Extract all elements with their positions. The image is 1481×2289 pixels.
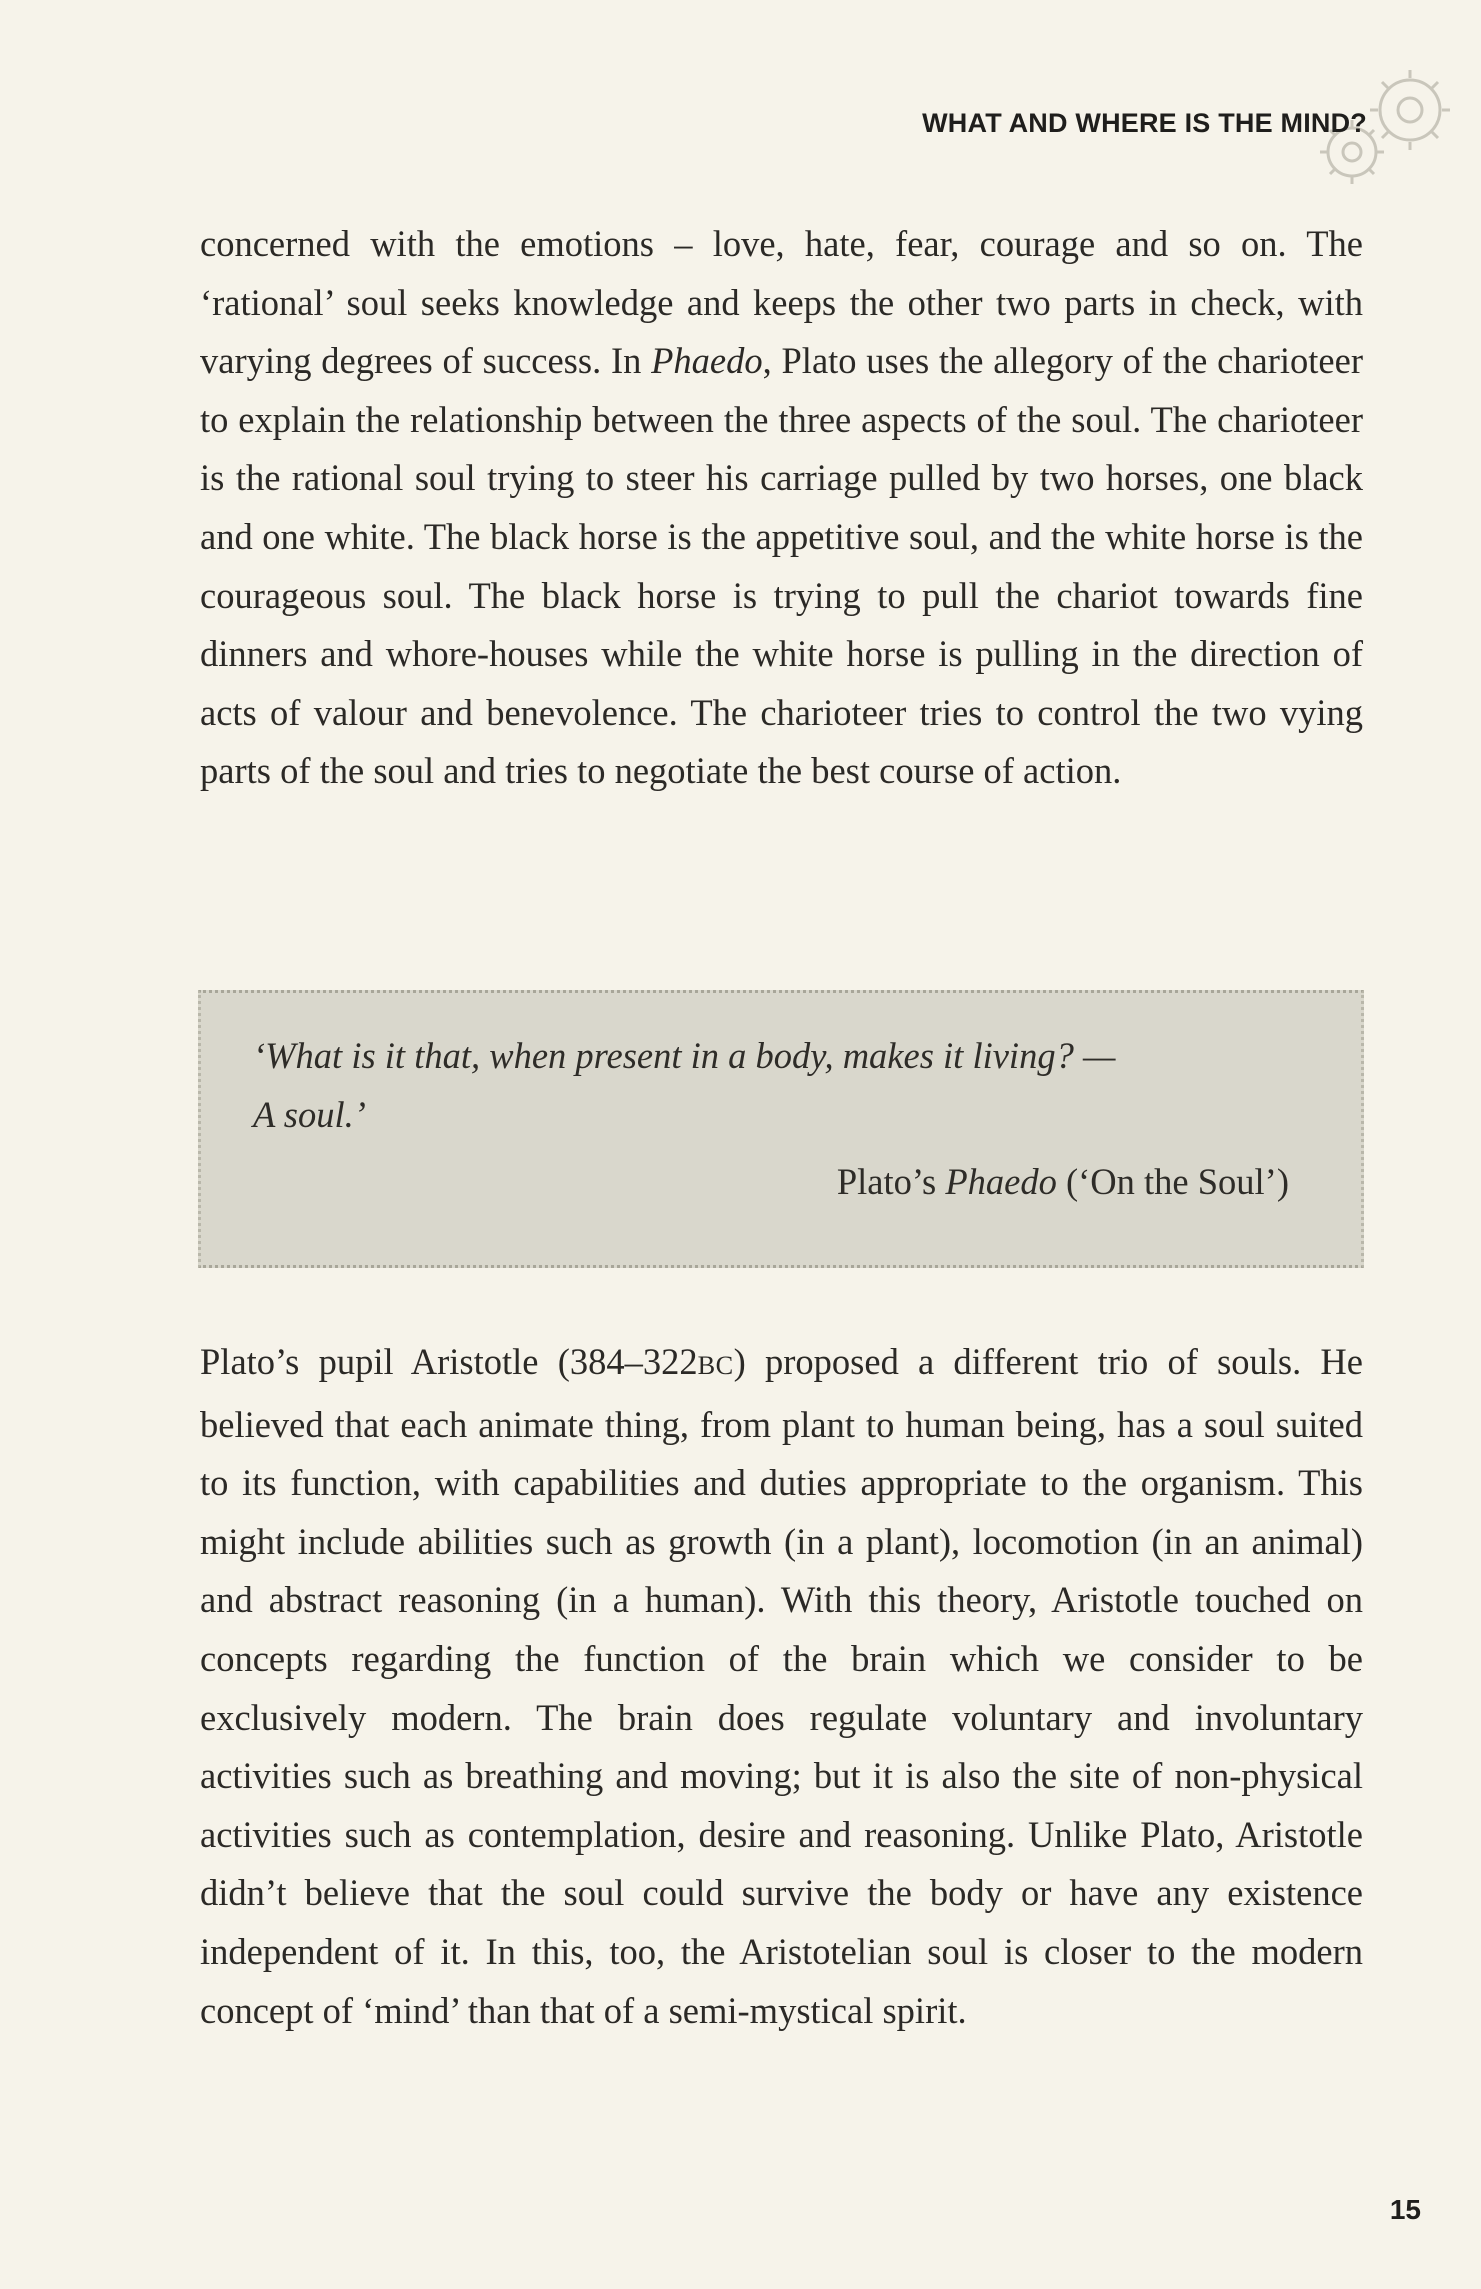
para1-text-b: , Plato uses the allegory of the charioteer to explain the relationship between the three aspects of the soul. The charioteer is the rational soul trying to steer his carriage pulled by two horses, one black and one white. The black horse is the appetitive soul, and the white horse is the courageous soul. The black horse is trying to pull the chariot towards fine dinners and whore-houses while the white horse is pulling in the direction of acts of valour and benevolence. The charioteer tries to control the two vying parts of the soul and tries to negotiate the best course of action. [200, 340, 1363, 792]
body-paragraph-2 [200, 1333, 1363, 2040]
para1-book-title: Phaedo [651, 340, 763, 382]
para1-text-a: concerned with the emotions – love, hate, fear, courage and so on. The ‘rational’ soul seeks knowledge and keeps the other two parts in check, with varying degrees of success. In [200, 223, 1363, 382]
quote-line-1: ‘What is it that, when present in a body, makes it living? — [253, 1035, 1116, 1076]
page-number: 15 [1389, 2194, 1421, 2225]
para2-text-b: ) proposed a different trio of souls. He believed that each animate thing, from plant to human being, has a soul suited to its function, with capabilities and duties appropriate to the organism. This might include abilities such as growth (in a plant), locomotion (in an animal) and abstract reasoning (in a human). With this theory, Aristotle touched on concepts regarding the function of the brain which we consider to be exclusively modern. The brain does regulate voluntary and involuntary activities such as breathing and moving; but it is also the site of non-physical activities such as contemplation, desire and reasoning. Unlike Plato, Aristotle didn’t believe that the soul could survive the body or have any existence independent of it. In this, too, the Aristotelian soul is closer to the modern concept of ‘mind’ than that of a semi-mystical spirit. [200, 1341, 1363, 2031]
quote-attr-b: (‘On the Soul’) [1056, 1161, 1289, 1202]
pull-quote-box [198, 990, 1364, 1268]
quote-line-2: A soul.’ [253, 1094, 366, 1135]
para2-era: BC [697, 1351, 734, 1380]
running-head: WHAT AND WHERE IS THE MIND? [922, 108, 1367, 138]
para2-text-a: Plato’s pupil Aristotle (384–322 [200, 1341, 698, 1382]
quote-attr-a: Plato’s [836, 1161, 946, 1202]
body-paragraph-1 [200, 215, 1363, 801]
quote-attribution [837, 1152, 1289, 1211]
quote-attr-title: Phaedo [945, 1161, 1057, 1202]
quote-text [253, 1026, 1313, 1144]
